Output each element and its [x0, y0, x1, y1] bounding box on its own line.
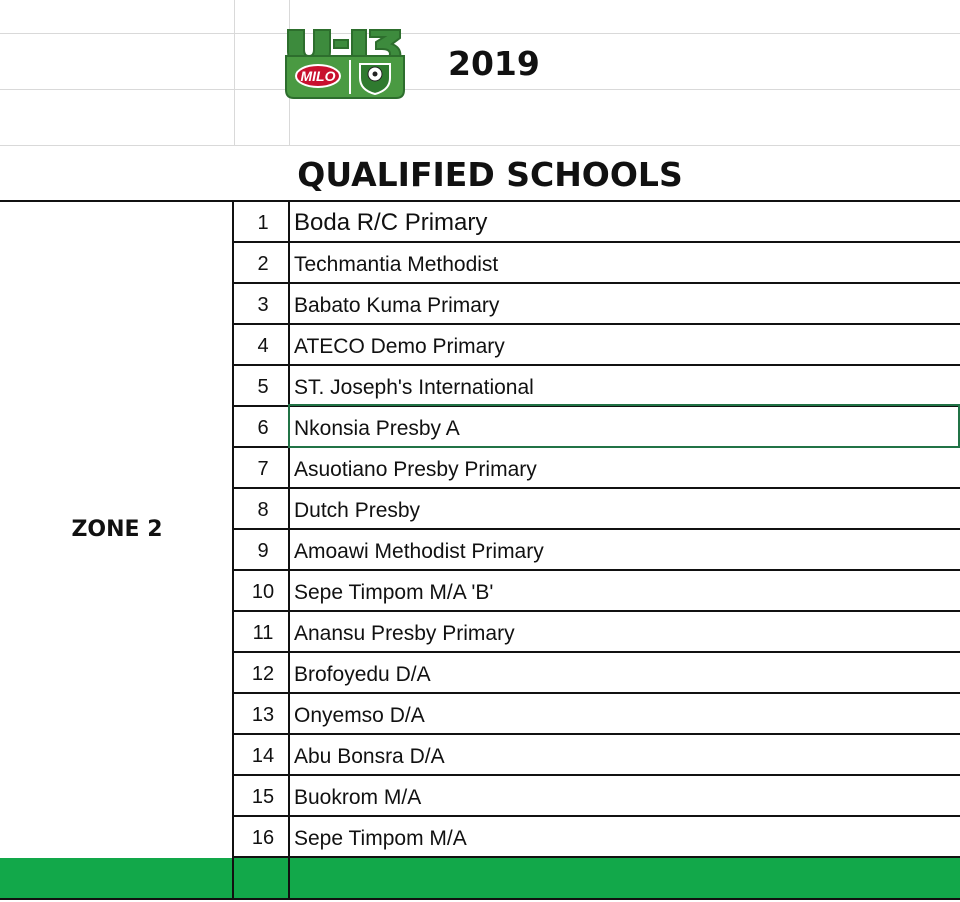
column-divider	[232, 200, 234, 858]
school-name[interactable]: Brofoyedu D/A	[294, 663, 431, 686]
gridline	[0, 33, 960, 34]
gridline	[0, 145, 960, 146]
row-number[interactable]: 9	[257, 540, 269, 562]
row-number[interactable]: 10	[251, 581, 275, 603]
row-number[interactable]: 1	[257, 212, 269, 234]
table-border	[0, 898, 960, 900]
green-footer-row	[0, 858, 960, 898]
table-row[interactable]	[234, 284, 960, 325]
row-number[interactable]: 4	[257, 335, 269, 357]
milo-u13-logo	[284, 26, 406, 100]
row-number[interactable]: 2	[257, 253, 269, 275]
row-number[interactable]: 15	[251, 786, 275, 808]
school-name[interactable]: ST. Joseph's International	[294, 376, 534, 399]
table-row[interactable]	[234, 694, 960, 735]
row-number[interactable]: 11	[252, 622, 274, 644]
gridline	[234, 0, 235, 145]
row-number[interactable]: 14	[251, 745, 275, 767]
table-row[interactable]	[234, 612, 960, 653]
school-name[interactable]: Amoawi Methodist Primary	[294, 540, 544, 563]
school-name[interactable]: Sepe Timpom M/A	[294, 827, 467, 850]
column-divider	[288, 858, 290, 898]
table-row[interactable]	[234, 243, 960, 284]
row-number[interactable]: 16	[251, 827, 275, 849]
school-name[interactable]: Anansu Presby Primary	[294, 622, 515, 645]
gridline	[0, 89, 960, 90]
school-name[interactable]: Asuotiano Presby Primary	[294, 458, 537, 481]
logo-text: MILO	[300, 68, 336, 84]
school-name[interactable]: Boda R/C Primary	[294, 209, 488, 236]
table-row[interactable]	[234, 653, 960, 694]
zone-label[interactable]: ZONE 2	[71, 516, 163, 542]
school-name[interactable]: Buokrom M/A	[294, 786, 422, 809]
selected-cell[interactable]	[288, 404, 960, 448]
row-number[interactable]: 3	[257, 294, 269, 316]
row-number[interactable]: 13	[251, 704, 275, 726]
row-number[interactable]: 12	[251, 663, 275, 685]
table-row[interactable]	[234, 530, 960, 571]
school-name[interactable]: Dutch Presby	[294, 499, 421, 522]
row-number[interactable]: 5	[257, 376, 269, 398]
page-title: QUALIFIED SCHOOLS	[297, 155, 683, 194]
table-row[interactable]	[234, 571, 960, 612]
table-row[interactable]	[234, 325, 960, 366]
column-divider	[232, 858, 234, 898]
school-name[interactable]: ATECO Demo Primary	[294, 335, 505, 358]
table-row[interactable]	[234, 817, 960, 858]
row-number[interactable]: 6	[257, 417, 269, 439]
school-name[interactable]: Sepe Timpom M/A 'B'	[294, 581, 494, 604]
table-row[interactable]	[234, 366, 960, 407]
year-label: 2019	[448, 44, 540, 83]
school-name[interactable]: Techmantia Methodist	[294, 253, 499, 276]
table-row[interactable]	[234, 735, 960, 776]
table-row[interactable]	[234, 202, 960, 243]
row-number[interactable]: 8	[257, 499, 269, 521]
column-divider	[288, 200, 290, 858]
row-number[interactable]: 7	[257, 458, 269, 480]
school-name[interactable]: Onyemso D/A	[294, 704, 425, 727]
school-name[interactable]: Nkonsia Presby A	[294, 417, 460, 440]
table-row[interactable]	[234, 489, 960, 530]
school-name[interactable]: Babato Kuma Primary	[294, 294, 500, 317]
table-row[interactable]	[234, 448, 960, 489]
school-name[interactable]: Abu Bonsra D/A	[294, 745, 445, 768]
table-row[interactable]	[234, 776, 960, 817]
schools-table	[0, 200, 960, 858]
